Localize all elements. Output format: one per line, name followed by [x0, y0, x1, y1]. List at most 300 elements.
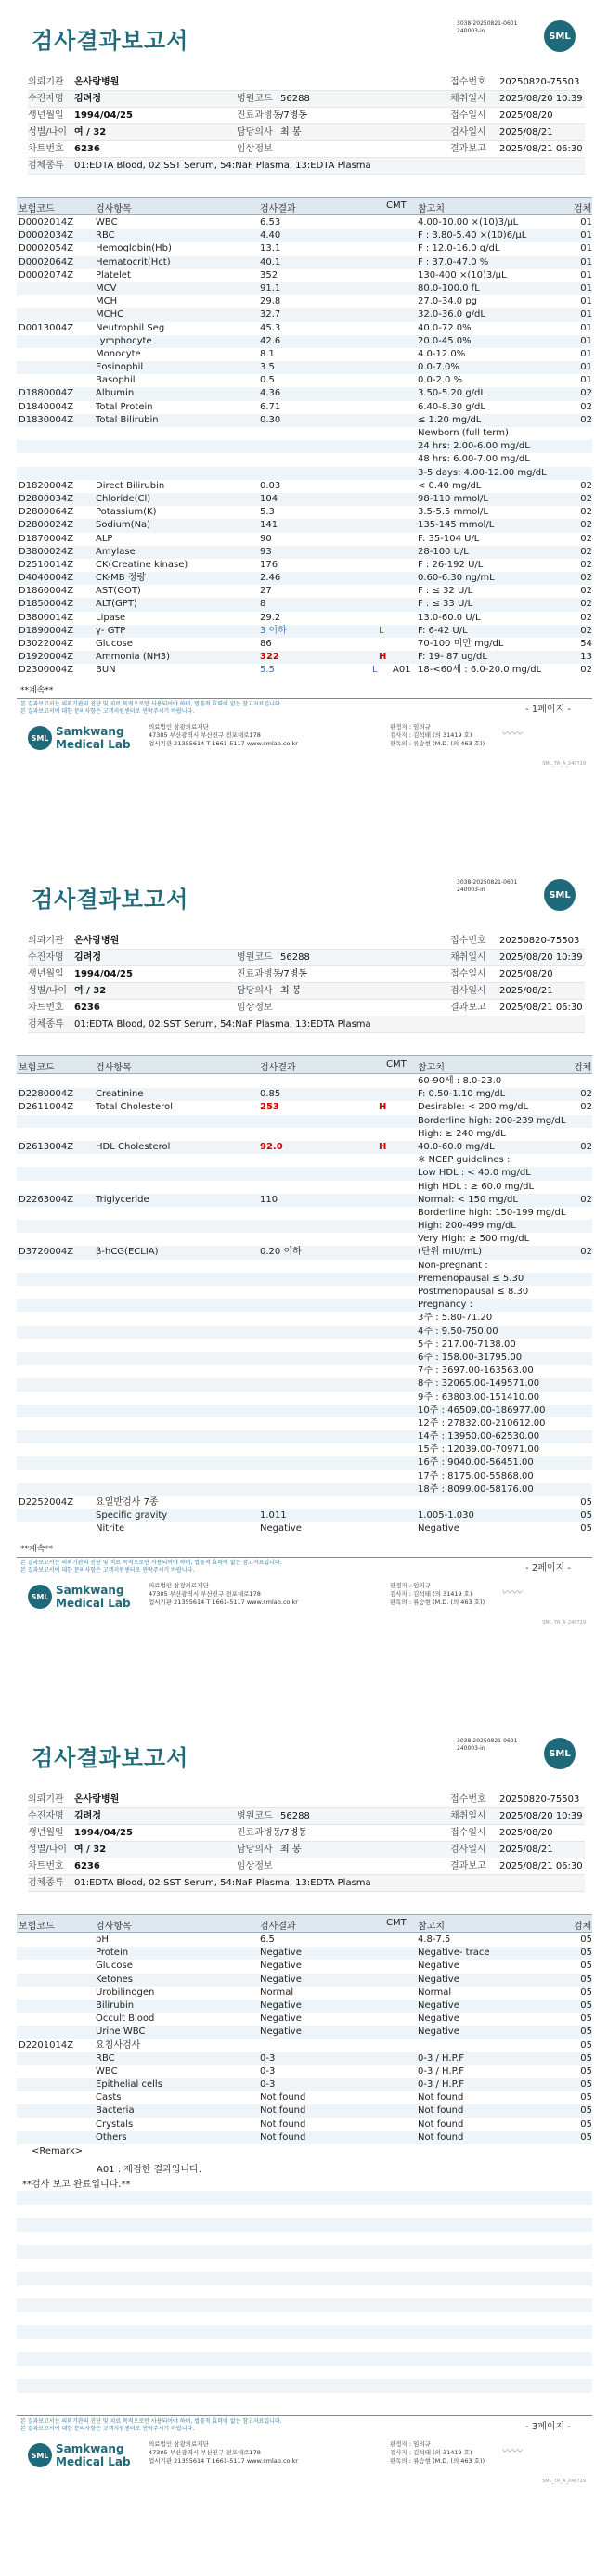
specimen-code: 02 — [580, 586, 592, 597]
test-name: Protein — [96, 1948, 129, 1959]
result-row — [17, 322, 592, 335]
test-result: Negative — [260, 2000, 302, 2011]
test-result: 176 — [260, 559, 278, 570]
insurance-code: D1820004Z — [19, 480, 74, 491]
footer-separator — [17, 698, 592, 699]
result-row — [17, 1934, 592, 1947]
info-row — [28, 74, 585, 91]
result-row — [17, 1443, 592, 1456]
signature-mark: 〰〰 — [501, 1586, 522, 1599]
info-doctor-label: 담당의사 — [237, 986, 273, 996]
test-result: 3 이하 — [260, 625, 287, 636]
footer-note: 본 결과보고서는 의뢰기관의 진단 및 치료 목적으로만 사용되어야 하며, 법률적 효력이 없는 참고자료입니다. — [20, 2418, 282, 2425]
insurance-code: D1840004Z — [19, 401, 74, 412]
reference-range: 80.0-100.0 fL — [418, 282, 480, 293]
insurance-code: D2252004Z — [19, 1497, 74, 1508]
lab-seal: SML — [28, 1585, 52, 1609]
test-name: Total Protein — [96, 401, 153, 412]
specimen-code: 05 — [580, 2131, 592, 2142]
top-code — [457, 20, 517, 35]
info-receipt-no: 20250820-75503 — [499, 936, 580, 946]
reference-range: 0-3 / H.P.F — [418, 2065, 464, 2077]
result-row — [17, 414, 592, 427]
column-header: 보험코드 — [19, 204, 55, 214]
info-row — [28, 158, 585, 175]
patient-info — [28, 74, 585, 175]
info-chart-label: 병원코드 — [237, 952, 273, 963]
reference-range: F : ≤ 33 U/L — [418, 599, 473, 610]
test-name: Hematocrit(Hct) — [96, 256, 171, 267]
reference-range: 98-110 mmol/L — [418, 493, 488, 504]
reference-range: 14주 : 13950.00-62530.00 — [418, 1431, 540, 1443]
result-row — [17, 559, 592, 572]
reference-range: 28-100 U/L — [418, 546, 469, 557]
info-dept: /7병동 — [280, 110, 308, 121]
info-chart-code: 56288 — [280, 952, 310, 963]
info-sample: 01:EDTA Blood, 02:SST Serum, 54:NaF Plasma, 13:EDTA Plasma — [74, 1019, 371, 1029]
lab-name — [56, 1584, 131, 1610]
form-version: SML_TR_A_240719 — [542, 761, 586, 767]
result-row — [17, 546, 592, 559]
specimen-code: 01 — [580, 282, 592, 293]
info-dept: /7병동 — [280, 1828, 308, 1838]
test-result: 0-3 — [260, 2052, 276, 2064]
info-row — [28, 1842, 585, 1858]
result-row — [17, 387, 592, 400]
reference-range: F: 35-104 U/L — [418, 533, 480, 544]
test-name: AST(GOT) — [96, 586, 141, 597]
lab-address — [149, 723, 390, 748]
result-row — [17, 1496, 592, 1509]
footer-note: 본 결과보고서에 대한 문의사항은 고객지원센터로 연락주시기 바랍니다. — [20, 1567, 195, 1573]
reference-range: ※ NCEP guidelines : — [418, 1155, 511, 1166]
info-dept-label: 진료과병동 — [237, 110, 282, 121]
info-chart-label: 병원코드 — [237, 1811, 273, 1821]
column-header: 검체 — [574, 1922, 592, 1932]
info-row — [28, 950, 585, 966]
insurance-code: D1860004Z — [19, 586, 74, 597]
info-dept-label: 진료과병동 — [237, 969, 282, 979]
specimen-code: 01 — [580, 217, 592, 227]
info-birth: 1994/04/25 — [74, 1828, 133, 1838]
sml-logo: SML — [544, 1738, 576, 1769]
address-line: 업서기관 21355614 T 1661-5117 www.smlab.co.kr — [149, 1599, 298, 1606]
patient-info — [28, 1792, 585, 1892]
info-receipt-no-label: 접수번호 — [450, 1794, 486, 1805]
reference-range: Negative — [418, 2013, 459, 2025]
column-header: 검체 — [574, 204, 592, 214]
info-report-dt: 2025/08/21 06:30 — [499, 1003, 583, 1013]
result-row — [17, 2000, 592, 2013]
test-name: RBC — [96, 230, 115, 241]
test-name: Crystals — [96, 2118, 134, 2129]
result-row — [17, 1417, 592, 1430]
test-result: 0.85 — [260, 1089, 281, 1100]
result-row — [17, 348, 592, 361]
test-result: 0.5 — [260, 375, 275, 386]
reference-range: Non-pregnant : — [418, 1260, 488, 1271]
reference-range: 16주 : 9040.00-56451.00 — [418, 1457, 534, 1469]
column-header: 참고치 — [418, 1922, 445, 1932]
specimen-code: 54 — [580, 639, 592, 649]
top-code-line: 3038-20250821-0601 — [457, 879, 518, 886]
result-row — [17, 519, 592, 532]
signatory-line: 판정자 : 임의규 — [390, 1582, 431, 1589]
blank-row — [17, 2393, 592, 2407]
test-result: Negative — [260, 2026, 302, 2038]
test-name: γ- GTP — [96, 625, 126, 636]
info-clinic-label: 임상정보 — [237, 1003, 273, 1013]
test-result: 4.40 — [260, 230, 281, 241]
test-result: Negative — [260, 1974, 302, 1985]
footer-note: 본 결과보고서에 대한 문의사항은 고객지원센터로 연락주시기 바랍니다. — [20, 2426, 195, 2432]
info-receive-dt: 2025/08/20 — [499, 1828, 553, 1838]
blank-row — [17, 2285, 592, 2299]
reference-range: Desirable: < 200 mg/dL — [418, 1102, 529, 1113]
specimen-code: 02 — [580, 507, 592, 518]
top-code-line: 240003-in — [457, 28, 485, 34]
result-row — [17, 2039, 592, 2052]
test-result: 0-3 — [260, 2065, 276, 2077]
lab-seal: SML — [28, 726, 52, 750]
reference-range: 10주 : 46509.00-186977.00 — [418, 1405, 546, 1416]
signatory-line: 검사자 : 김석태 (의 31419 호) — [390, 2449, 472, 2456]
insurance-code: D2510014Z — [19, 559, 74, 570]
top-code-line: 240003-in — [457, 1745, 485, 1752]
info-dept: /7병동 — [280, 969, 308, 979]
specimen-code: 02 — [580, 1141, 592, 1152]
reference-range: 9주 : 63803.00-151410.00 — [418, 1392, 540, 1403]
specimen-code: 05 — [580, 1948, 592, 1959]
test-name: Nitrite — [96, 1523, 125, 1534]
info-sample-label: 검체종류 — [28, 161, 64, 171]
lab-name-line: Samkwang — [56, 725, 124, 738]
test-result: Not found — [260, 2105, 306, 2116]
reference-range: 0.60-6.30 ng/mL — [418, 573, 495, 584]
test-name: Neutrophil Seg — [96, 322, 165, 333]
footer-note: 본 결과보고서는 의뢰기관의 진단 및 치료 목적으로만 사용되어야 하며, 법률적 효력이 없는 참고자료입니다. — [20, 701, 282, 707]
test-name: RBC — [96, 2052, 115, 2064]
info-receive-label: 접수일시 — [450, 110, 486, 121]
result-row — [17, 1075, 592, 1088]
test-result: Not found — [260, 2131, 306, 2142]
address-line: 의료법인 삼광의료재단 — [149, 723, 209, 731]
page-number: - 3페이지 - — [525, 2422, 571, 2432]
info-chart-label: 병원코드 — [237, 94, 273, 104]
specimen-code: 02 — [580, 533, 592, 544]
blank-row — [17, 2205, 592, 2219]
info-row — [28, 1016, 585, 1033]
insurance-code: D2300004Z — [19, 665, 74, 676]
insurance-code: D2263004Z — [19, 1194, 74, 1205]
specimen-code: 02 — [580, 520, 592, 531]
test-result: 0.30 — [260, 414, 281, 425]
test-name: Specific gravity — [96, 1510, 168, 1521]
test-name: MCV — [96, 282, 117, 293]
reference-range: Negative — [418, 1974, 459, 1985]
specimen-code: 05 — [580, 2039, 592, 2051]
specimen-code: 01 — [580, 348, 592, 359]
info-receipt-no-label: 접수번호 — [450, 936, 486, 946]
result-row — [17, 1141, 592, 1154]
cmt-code: A01 — [393, 665, 411, 676]
signatory-line: 판정자 : 임의규 — [390, 723, 431, 731]
blank-row — [17, 2352, 592, 2366]
specimen-code: 01 — [580, 256, 592, 267]
test-name: Total Bilirubin — [96, 414, 159, 425]
reference-range: 17주 : 8175.00-55868.00 — [418, 1470, 534, 1482]
info-birth: 1994/04/25 — [74, 110, 133, 121]
footer-note: 본 결과보고서는 의뢰기관의 진단 및 치료 목적으로만 사용되어야 하며, 법률적 효력이 없는 참고자료입니다. — [20, 1560, 282, 1566]
specimen-code: 01 — [580, 269, 592, 280]
reference-range: 12주 : 27832.00-210612.00 — [418, 1417, 546, 1429]
info-hospital: 온사랑병원 — [74, 77, 120, 87]
result-row — [17, 2118, 592, 2131]
info-collect-dt: 2025/08/20 10:39 — [499, 952, 583, 963]
reference-range: 0.0-2.0 % — [418, 375, 463, 386]
info-chartno-label: 차트번호 — [28, 1003, 64, 1013]
footer-separator — [17, 2415, 592, 2416]
test-result: Negative — [260, 1523, 302, 1534]
reference-range: 135-145 mmol/L — [418, 520, 495, 531]
insurance-code: D0002054Z — [19, 243, 74, 254]
report-complete: **검사 보고 완료입니다.** — [22, 2180, 131, 2190]
reference-range: Normal: < 150 mg/dL — [418, 1194, 518, 1205]
test-name: Lipase — [96, 612, 126, 623]
result-row — [17, 1260, 592, 1273]
test-result: 104 — [260, 493, 278, 504]
specimen-code: 01 — [580, 230, 592, 241]
reference-range: 130-400 ×(10)3/µL — [418, 269, 507, 280]
info-receipt-no: 20250820-75503 — [499, 77, 580, 87]
reference-range: 0-3 / H.P.F — [418, 2052, 464, 2064]
test-result: 352 — [260, 269, 278, 280]
test-name: Epithelial cells — [96, 2079, 162, 2091]
result-row — [17, 229, 592, 242]
info-exam-dt: 2025/08/21 — [499, 1845, 553, 1855]
result-row — [17, 335, 592, 348]
info-exam-label: 검사일시 — [450, 127, 486, 137]
column-header: CMT — [386, 1918, 407, 1928]
top-code-line: 240003-in — [457, 887, 485, 893]
report-title: 검사결과보고서 — [32, 1745, 189, 1771]
info-receive-dt: 2025/08/20 — [499, 110, 553, 121]
specimen-code: 01 — [580, 309, 592, 320]
info-exam-dt: 2025/08/21 — [499, 127, 553, 137]
info-doctor: 최 봉 — [280, 986, 302, 996]
result-row — [17, 1286, 592, 1299]
result-row — [17, 2104, 592, 2117]
info-receive-label: 접수일시 — [450, 969, 486, 979]
test-result: 42.6 — [260, 335, 281, 346]
results-table-body — [17, 1934, 592, 2144]
reference-range: Borderline high: 150-199 mg/dL — [418, 1207, 566, 1218]
specimen-code: 05 — [580, 2079, 592, 2091]
reference-range: 70-100 미만 mg/dL — [418, 639, 504, 649]
info-chartno: 6236 — [74, 1861, 100, 1871]
remark-text: A01 : 재검한 결과입니다. — [97, 2165, 201, 2175]
result-row — [17, 480, 592, 493]
column-header: 참고치 — [418, 1063, 445, 1073]
reference-range: Premenopausal ≤ 5.30 — [418, 1273, 524, 1284]
reference-range: F : ≤ 32 U/L — [418, 586, 473, 597]
specimen-code: 01 — [580, 296, 592, 307]
test-name: MCH — [96, 296, 118, 307]
cmt-flag: H — [379, 652, 387, 663]
cmt-flag: L — [372, 665, 378, 676]
blank-row — [17, 2312, 592, 2326]
result-row — [17, 1392, 592, 1405]
info-patient-label: 수진자명 — [28, 1811, 64, 1821]
result-row — [17, 638, 592, 651]
insurance-code: D3022004Z — [19, 639, 74, 649]
blank-row — [17, 2379, 592, 2393]
specimen-code: 01 — [580, 375, 592, 386]
blank-row — [17, 2298, 592, 2312]
reference-range: High: 200-499 mg/dL — [418, 1221, 516, 1232]
reference-range: Normal — [418, 1987, 452, 1998]
test-result: Not found — [260, 2118, 306, 2129]
info-receive-label: 접수일시 — [450, 1828, 486, 1838]
specimen-code: 02 — [580, 559, 592, 570]
test-name: Urine WBC — [96, 2026, 146, 2038]
insurance-code: D1890004Z — [19, 625, 74, 636]
result-row — [17, 1326, 592, 1339]
test-result: 0-3 — [260, 2079, 276, 2091]
test-result: 32.7 — [260, 309, 281, 320]
blank-rows — [17, 2191, 592, 2406]
info-row — [28, 91, 585, 108]
test-result: Negative — [260, 1961, 302, 1972]
result-row — [17, 467, 592, 480]
test-result: 29.8 — [260, 296, 281, 307]
insurance-code: D0002014Z — [19, 217, 74, 227]
signatory-line: 검사자 : 김석태 (의 31419 호) — [390, 731, 472, 739]
test-name: Others — [96, 2131, 127, 2142]
top-code — [457, 1738, 517, 1753]
reference-range: 40.0-60.0 mg/dL — [418, 1141, 495, 1152]
cmt-flag: H — [379, 1102, 387, 1113]
column-header: 검사항목 — [96, 204, 132, 214]
insurance-code: D2280004Z — [19, 1089, 74, 1100]
test-name: MCHC — [96, 309, 124, 320]
info-sexage-label: 성별/나이 — [28, 986, 68, 996]
info-sexage: 여 / 32 — [74, 1845, 107, 1855]
info-row — [28, 141, 585, 158]
reference-range: Negative — [418, 1523, 459, 1534]
blank-row — [17, 2366, 592, 2380]
reference-range: Negative — [418, 2026, 459, 2038]
result-row — [17, 374, 592, 387]
signatory-line: 판독의 : 류승현 (M.D. (의 463 호)) — [390, 740, 485, 747]
test-result: 6.5 — [260, 1935, 275, 1945]
info-receive-dt: 2025/08/20 — [499, 969, 553, 979]
column-header: 검사결과 — [260, 1922, 296, 1932]
result-row — [17, 1430, 592, 1443]
info-receipt-no: 20250820-75503 — [499, 1794, 580, 1805]
column-header: 참고치 — [418, 204, 445, 214]
lab-name — [56, 725, 131, 751]
column-header: 보험코드 — [19, 1063, 55, 1073]
test-result: 2.46 — [260, 573, 281, 584]
reference-range: F: 19- 87 ug/dL — [418, 652, 487, 663]
info-exam-dt: 2025/08/21 — [499, 986, 553, 996]
test-name: WBC — [96, 217, 118, 227]
insurance-code: D2613004Z — [19, 1141, 74, 1152]
reference-range: High HDL : ≥ 60.0 mg/dL — [418, 1181, 535, 1192]
address-line: 47305 부산광역시 부산진구 전포대로178 — [149, 731, 261, 739]
test-name: 요일반검사 7종 — [96, 1497, 159, 1508]
result-row — [17, 493, 592, 506]
reference-range: Not found — [418, 2131, 464, 2142]
address-line: 47305 부산광역시 부산진구 전포대로178 — [149, 1590, 261, 1598]
result-row — [17, 440, 592, 453]
info-patient-label: 수진자명 — [28, 952, 64, 963]
test-name: Triglyceride — [96, 1194, 149, 1205]
reference-range: 3.5-5.5 mmol/L — [418, 507, 488, 518]
specimen-code: 02 — [580, 573, 592, 584]
lab-address — [149, 1582, 390, 1607]
reference-range: Not found — [418, 2105, 464, 2116]
result-row — [17, 256, 592, 269]
test-result: 253 — [260, 1102, 279, 1113]
test-name: Platelet — [96, 269, 131, 280]
info-sample: 01:EDTA Blood, 02:SST Serum, 54:NaF Plasma, 13:EDTA Plasma — [74, 161, 371, 171]
result-row — [17, 1365, 592, 1378]
reference-range: Negative — [418, 2000, 459, 2011]
info-doctor-label: 담당의사 — [237, 1845, 273, 1855]
result-row — [17, 2052, 592, 2065]
result-row — [17, 1115, 592, 1128]
reference-range: 7주 : 3697.00-163563.00 — [418, 1366, 534, 1377]
footer-note: 본 결과보고서에 대한 문의사항은 고객지원센터로 연락주시기 바랍니다. — [20, 708, 195, 715]
info-patient-label: 수진자명 — [28, 94, 64, 104]
result-row — [17, 612, 592, 625]
reference-range: 3주 : 5.80-71.20 — [418, 1313, 493, 1324]
page-number: - 1페이지 - — [525, 705, 571, 715]
insurance-code: D3720004Z — [19, 1247, 74, 1258]
info-chartno: 6236 — [74, 1003, 100, 1013]
info-collect-dt: 2025/08/20 10:39 — [499, 1811, 583, 1821]
result-row — [17, 1101, 592, 1114]
specimen-code: 02 — [580, 414, 592, 425]
cmt-flag: H — [379, 1141, 387, 1152]
results-table-body — [17, 216, 592, 678]
test-result: Normal — [260, 1987, 294, 1998]
specimen-code: 02 — [580, 599, 592, 610]
result-row — [17, 664, 592, 677]
reference-range: 48 hrs: 6.00-7.00 mg/dL — [418, 454, 530, 465]
result-row — [17, 651, 592, 664]
result-row — [17, 269, 592, 282]
result-row — [17, 216, 592, 229]
reference-range: Not found — [418, 2118, 464, 2129]
test-name: Creatinine — [96, 1089, 144, 1100]
test-name: HDL Cholesterol — [96, 1141, 171, 1152]
specimen-code: 05 — [580, 2118, 592, 2129]
lab-address — [149, 2440, 390, 2466]
reference-range: 32.0-36.0 g/dL — [418, 309, 485, 320]
result-row — [17, 295, 592, 308]
info-row — [28, 1858, 585, 1875]
test-name: Potassium(K) — [96, 507, 157, 518]
blank-row — [17, 2245, 592, 2259]
reference-range: 8주 : 32065.00-149571.00 — [418, 1379, 540, 1390]
reference-range: F: 6-42 U/L — [418, 625, 468, 636]
insurance-code: D2800034Z — [19, 493, 74, 504]
result-row — [17, 1483, 592, 1496]
lab-seal: SML — [28, 2443, 52, 2467]
